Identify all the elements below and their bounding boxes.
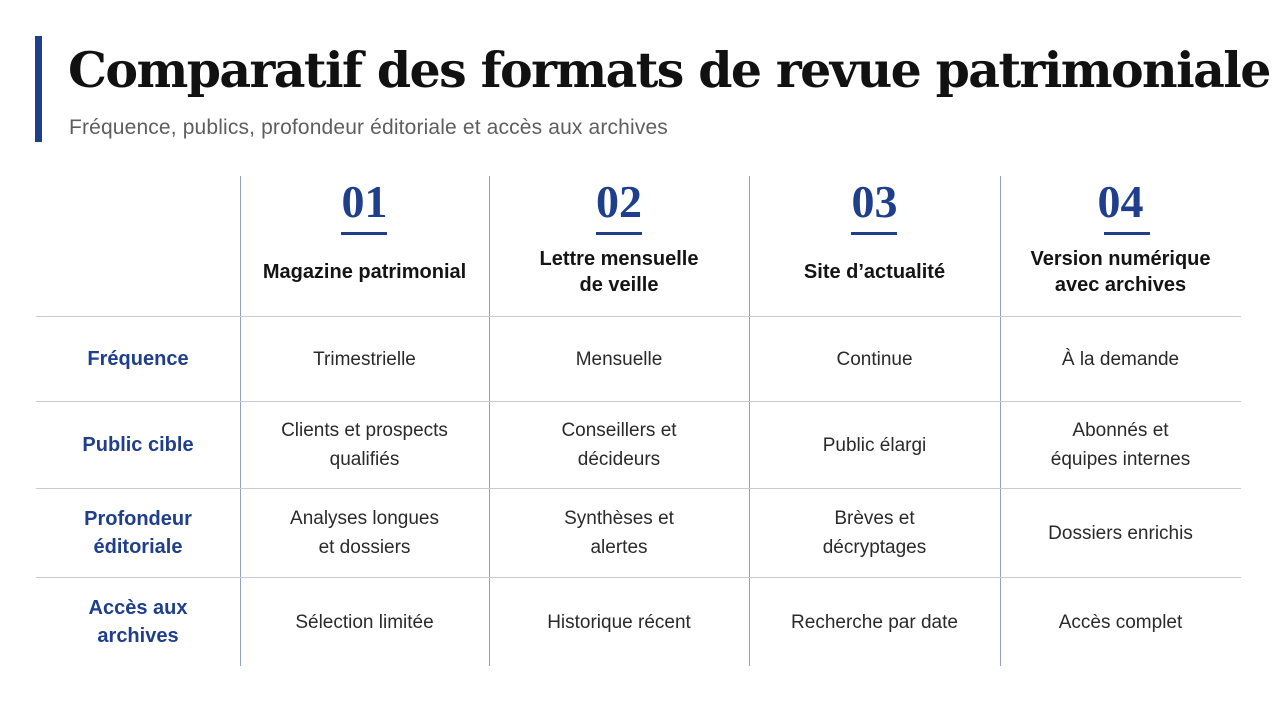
column-label: Site d’actualité	[803, 261, 946, 283]
row-label-frequence: Fréquence	[87, 348, 189, 370]
column-number-underline	[341, 232, 387, 235]
column-number-underline	[1104, 232, 1150, 235]
column-number: 04	[1097, 176, 1144, 227]
table-cell: À la demande	[1061, 348, 1180, 370]
table-cell: Clients et prospects qualifiés	[281, 420, 448, 470]
table-cell: Continue	[836, 348, 913, 370]
row-label-acces-archives: Accès aux archives	[88, 597, 188, 647]
column-header-magazine	[240, 176, 489, 316]
table-cell: Dossiers enrichis	[1048, 522, 1193, 544]
table-cell: Trimestrielle	[313, 348, 416, 370]
column-number: 03	[851, 176, 898, 227]
row-label-public-cible: Public cible	[82, 434, 194, 456]
column-header-lettre	[489, 176, 749, 316]
column-label: Magazine patrimonial	[262, 261, 467, 283]
column-label: Lettre mensuelle de veille	[539, 248, 699, 296]
title-accent-bar	[35, 36, 42, 142]
comparison-table	[36, 176, 1241, 666]
table-cell: Synthèses et alertes	[564, 508, 674, 558]
column-header-site	[749, 176, 1000, 316]
column-number-underline	[851, 232, 897, 235]
column-header-version-numerique	[1000, 176, 1241, 316]
table-cell: Accès complet	[1058, 611, 1183, 633]
table-cell: Brèves et décryptages	[822, 508, 927, 558]
table-cell: Conseillers et décideurs	[561, 420, 677, 470]
column-number: 01	[341, 176, 388, 227]
table-cell: Recherche par date	[791, 611, 958, 633]
row-label-profondeur-editoriale: Profondeur éditoriale	[84, 508, 192, 558]
column-label: Version numérique avec archives	[1030, 248, 1211, 296]
table-cell: Analyses longues et dossiers	[290, 508, 439, 558]
page-title: Comparatif des formats de revue patrimoniale	[68, 41, 1270, 99]
table-cell: Historique récent	[547, 611, 691, 633]
column-number: 02	[596, 176, 642, 227]
table-cell: Mensuelle	[575, 348, 663, 370]
page-subtitle: Fréquence, publics, profondeur éditoriale et accès aux archives	[69, 116, 668, 139]
column-number-underline	[596, 232, 642, 235]
table-cell: Abonnés et équipes internes	[1050, 420, 1191, 470]
table-cell: Sélection limitée	[295, 611, 434, 633]
table-cell: Public élargi	[822, 434, 927, 456]
